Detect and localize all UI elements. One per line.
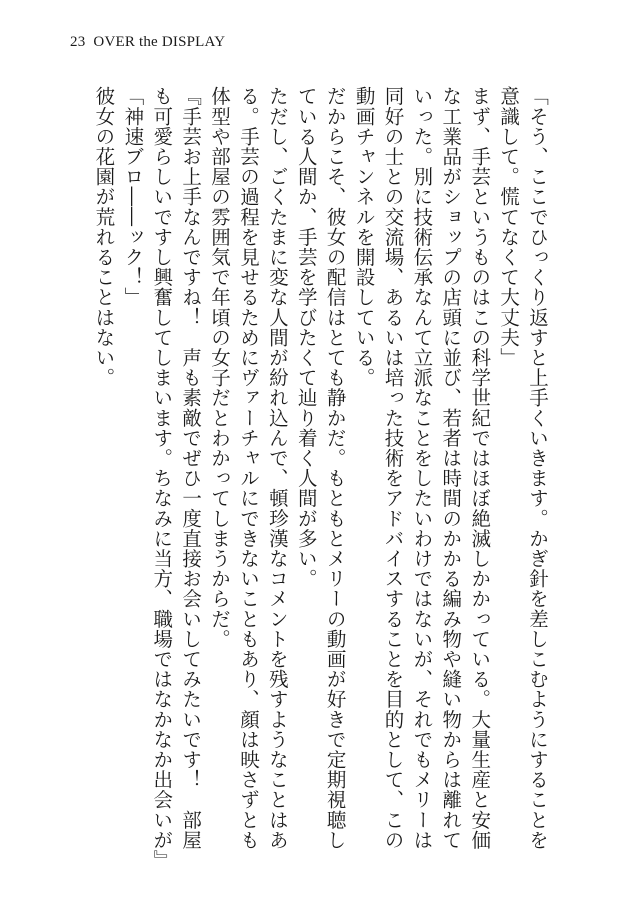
paragraph-odd-commenters: ただし、ごくたまに変な人間が紛れ込んで、頓珍漢なコメントを残すようなことはある。手芸の過程を見せるためにヴァーチャルにできないこともあり、顔は映さずとも体型や部屋の雰囲気で年頃の女子だとわかってしまうからだ。 <box>208 86 289 850</box>
running-header <box>70 34 225 51</box>
vertical-body-text <box>89 86 552 870</box>
paragraph-quiet-stream: だからこそ、彼女の配信はとても静かだ。もともとメリーの動画が好きで定期視聴している人間か、手芸を学びたくて辿り着く人間が多い。 <box>294 86 347 850</box>
paragraph-dialogue-crochet: 「そう、ここでひっくり返すと上手くいきます。かぎ針を差しこむようにすることを意識して。慌てなくて大丈夫」 <box>497 86 549 850</box>
paragraph-handicraft-decline: まず、手芸というものはこの科学世紀ではほぼ絶滅しかかっている。大量生産と安価な工業品がショップの店頭に並び、若者は時間のかかる編み物や縫い物からは離れていった。別に技術伝承なんて立派なことをしたいわけではないが、それでもメリーは同好の士との交流場、あるいは培った技術をアドバイスすることを目的として、この動画チャンネルを開設している。 <box>352 86 492 850</box>
chapter-title: OVER the DISPLAY <box>93 34 226 50</box>
paragraph-block-shout: 「神速ブロ――ック！」 <box>121 86 145 308</box>
page-number: 23 <box>70 34 86 50</box>
paragraph-garden-safe: 彼女の花園が荒れることはない。 <box>92 86 116 388</box>
paragraph-creepy-comment: 『手芸お上手なんですね！ 声も素敵でぜひ一度直接お会いしてみたいです！ 部屋も可愛らしいですし興奮してしまいます。ちなみに当方、職場ではなかなか出会いが』 <box>150 86 203 870</box>
